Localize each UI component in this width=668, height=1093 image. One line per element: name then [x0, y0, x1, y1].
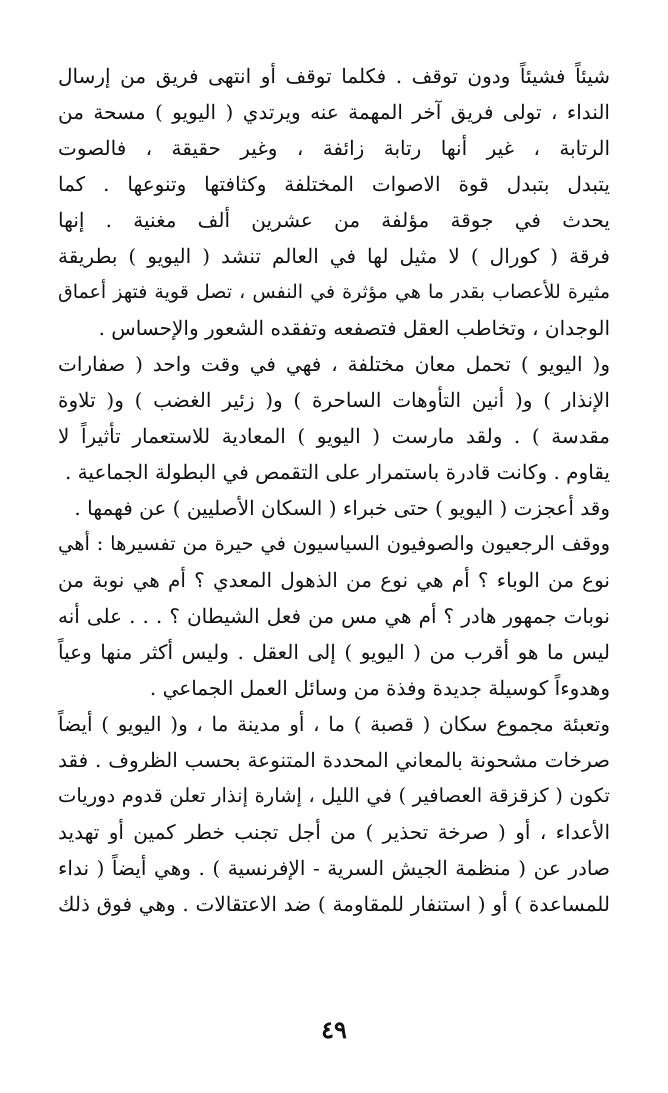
- text-line: للمساعدة ) أو ( استنفار للمقاومة ) ضد الاعتقالات . وهي فوق ذلك: [58, 892, 610, 916]
- text-line: وهدوءاً كوسيلة جديدة وفذة من وسائل العمل الجماعي .: [149, 676, 610, 700]
- paragraph-3: [58, 490, 610, 526]
- text-line: و( اليويو ) تحمل معان مختلفة ، فهي في وقت واحد ( صفارات: [58, 352, 610, 376]
- text-line: نوع من الوباء ؟ أم هي نوع من الذهول المعدي ؟ أم هي نوبة من: [58, 568, 610, 592]
- text-line: نوبات جمهور هادر ؟ أم هي مس من فعل الشيطان ؟ . . . على أنه: [58, 604, 610, 628]
- text-line: ليس ما هو أقرب من ( اليويو ) إلى العقل . وليس أكثر منها وعياً: [58, 640, 610, 664]
- paragraph-5: [58, 706, 610, 922]
- text-line: وتعبئة مجموع سكان ( قصبة ) ما ، أو مدينة ما ، و( اليويو ) أيضاً: [58, 712, 610, 736]
- text-line: يحدث في جوقة مؤلفة من عشرين ألف مغنية . إنها: [58, 208, 610, 232]
- text-line: ووقف الرجعيون والصوفيون السياسيون في حيرة من تفسيرها : أهي: [58, 532, 610, 555]
- paragraph-1: [58, 58, 610, 346]
- text-line: شيئاً فشيئاً ودون توقف . فكلما توقف أو انتهى فريق من إرسال: [58, 64, 610, 88]
- text-line: الأعداء ، أو ( صرخة تحذير ) من أجل تجنب خطر كمين أو تهديد: [58, 820, 610, 844]
- text-line: صادر عن ( منظمة الجيش السرية - الإفرنسية ) . وهي أيضاً ( نداء: [58, 856, 610, 880]
- text-line: الرتابة ، غير أنها رتابة زائفة ، وغير حقيقة ، فالصوت: [58, 136, 611, 160]
- page-number: ٤٩: [321, 1015, 347, 1044]
- text-line: تكون ( كزقزقة العصافير ) في الليل ، إشارة إنذار تعلن قدوم دوريات: [58, 784, 610, 807]
- text-line: مثيرة للأعصاب بقدر ما هي مؤثرة في النفس ، تصل قوية فتهز أعماق: [58, 281, 610, 303]
- text-line: وقد أعجزت ( اليويو ) حتى خبراء ( السكان الأصليين ) عن فهمها .: [74, 496, 610, 520]
- text-line: فرقة ( كورال ) لا مثيل لها في العالم تنشد ( اليويو ) بطريقة: [58, 244, 610, 268]
- text-line: الوجدان ، وتخاطب العقل فتصفعه وتفقده الشعور والإحساس .: [98, 316, 610, 340]
- text-line: مقدسة ) . ولقد مارست ( اليويو ) المعادية للاستعمار تأثيراً لا: [58, 424, 610, 448]
- paragraph-2: [58, 346, 610, 490]
- text-line: يتبدل بتبدل قوة الاصوات المختلفة وكثافتها وتنوعها . كما: [58, 172, 610, 196]
- text-line: النداء ، تولى فريق آخر المهمة عنه ويرتدي ( اليويو ) مسحة من: [58, 100, 610, 124]
- text-line: صرخات مشحونة بالمعاني المحددة المتنوعة بحسب الظروف . فقد: [58, 748, 610, 772]
- paragraph-4: [58, 526, 610, 706]
- text-line: يقاوم . وكانت قادرة باستمرار على التقمص في البطولة الجماعية .: [64, 460, 610, 484]
- text-line: الإنذار ) و( أنين التأوهات الساحرة ) و( زئير الغضب ) و( تلاوة: [58, 388, 610, 412]
